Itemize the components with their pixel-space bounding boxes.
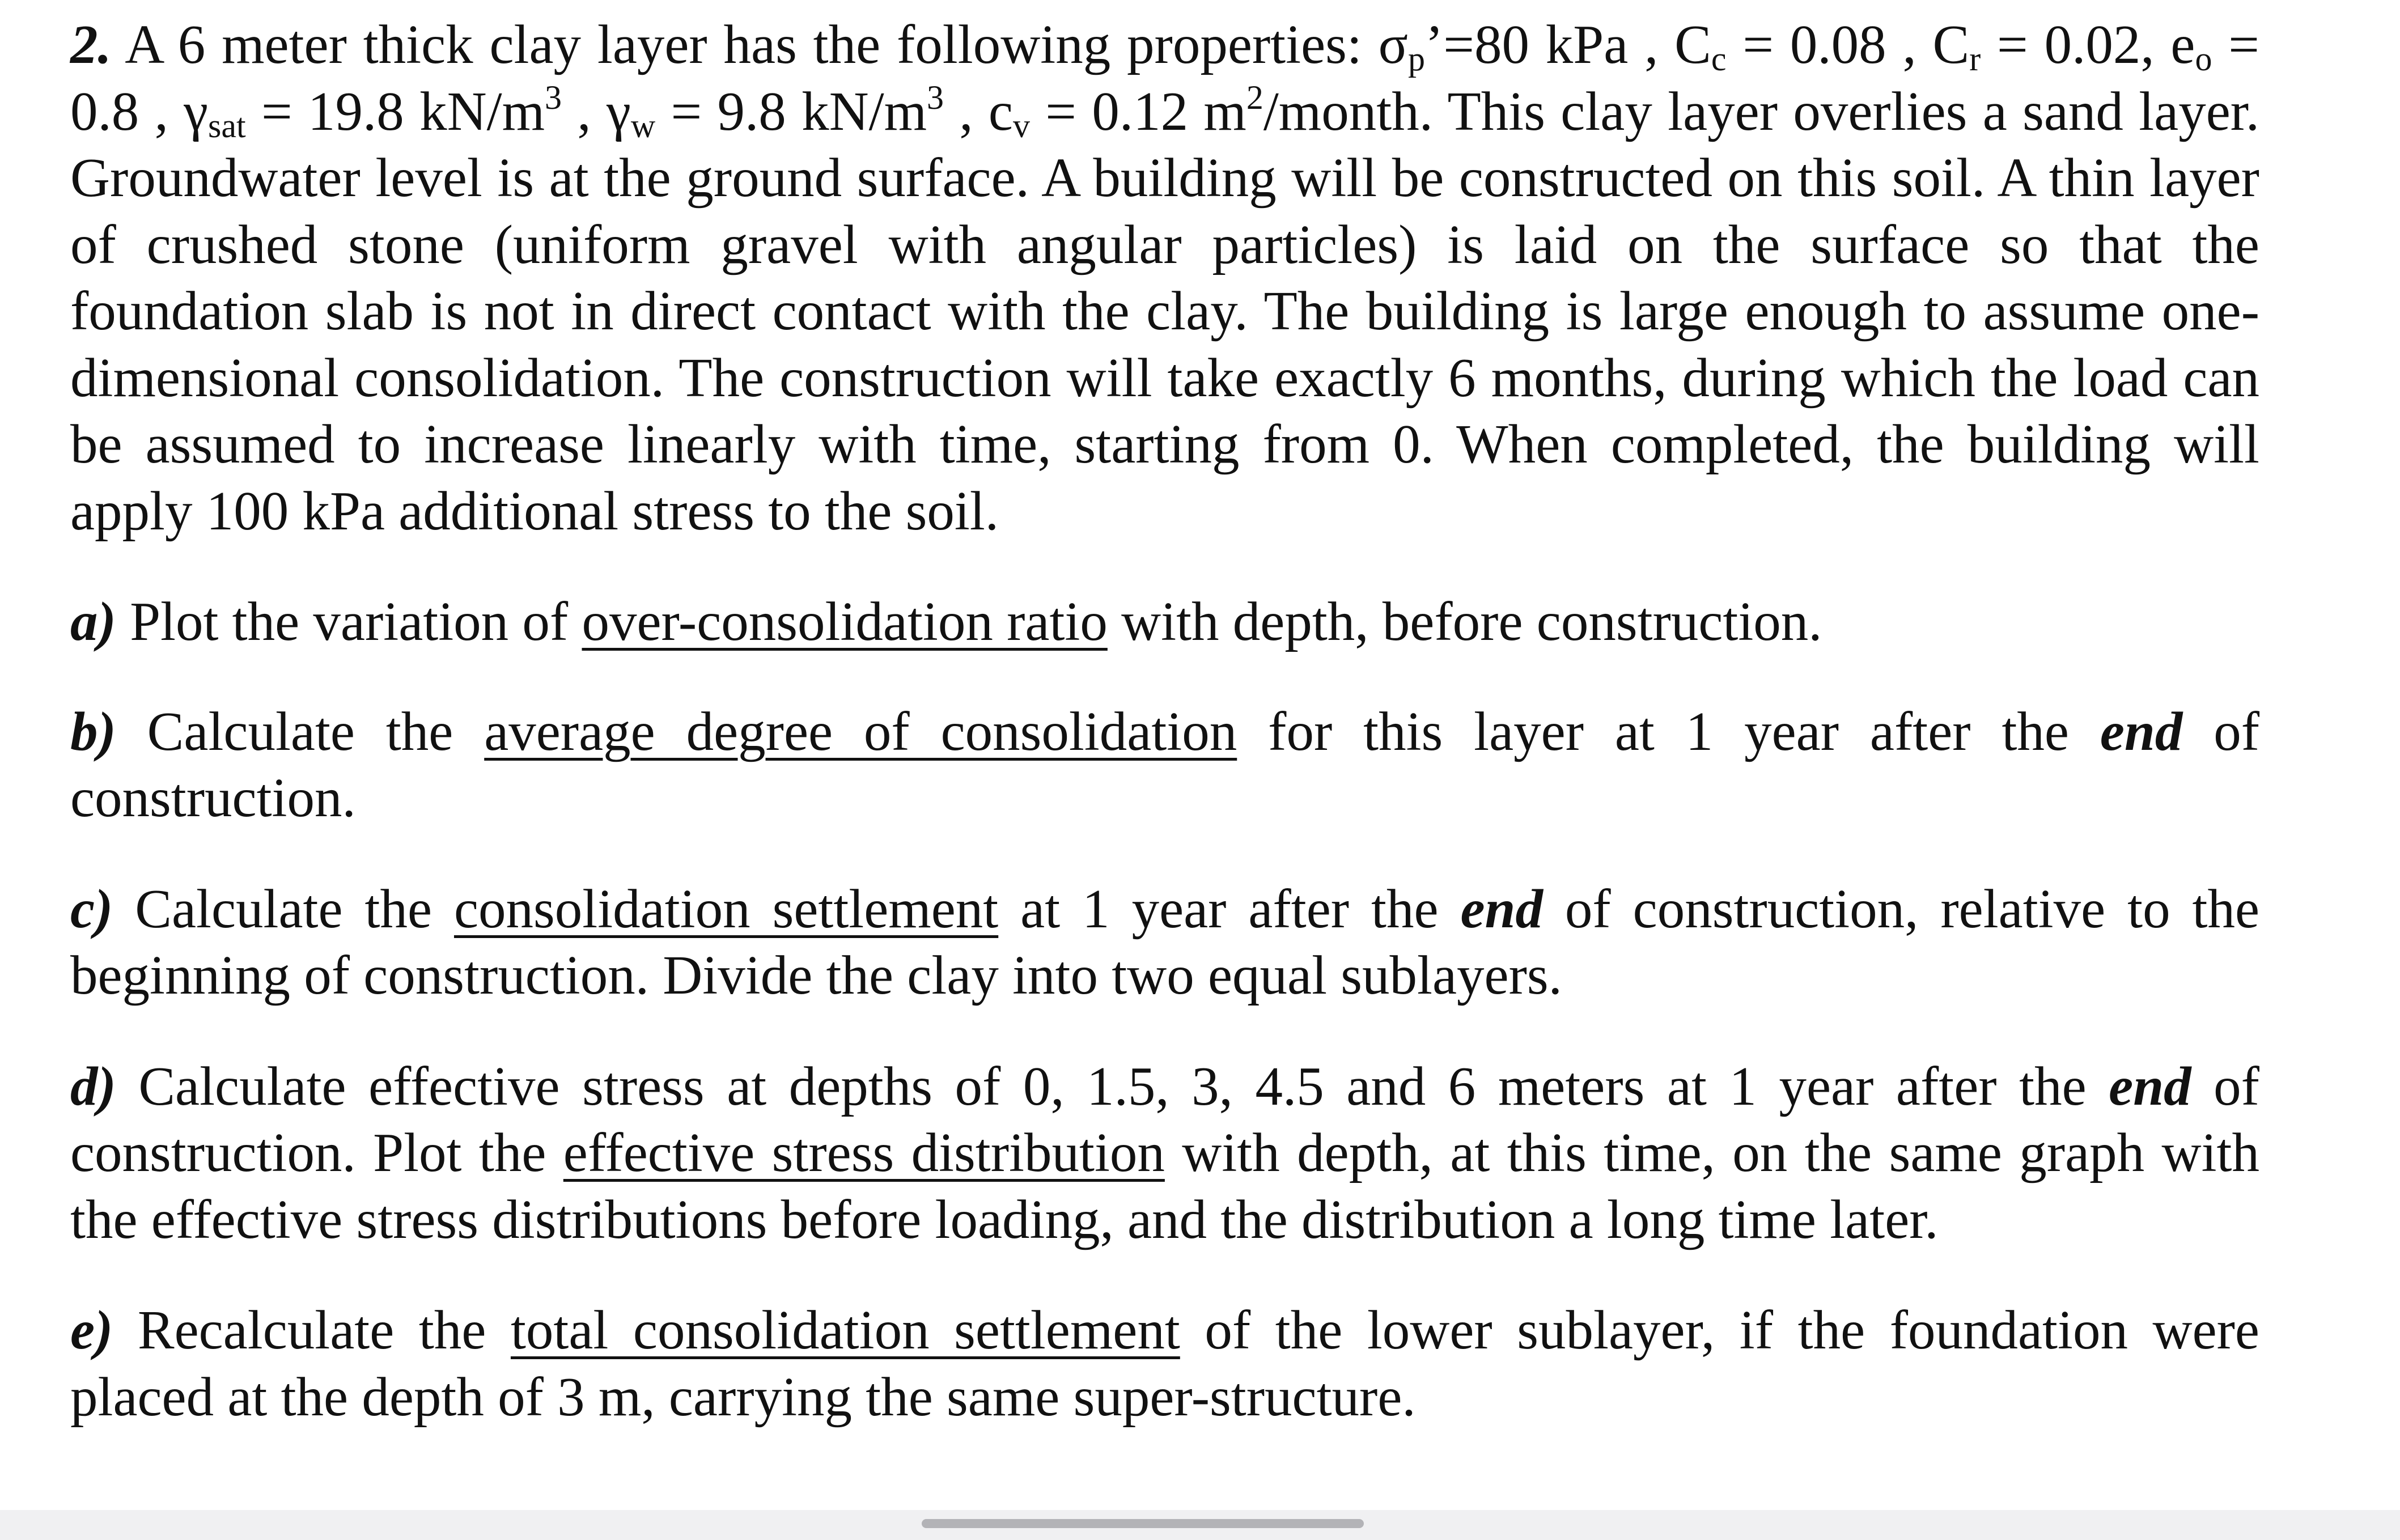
part-b: b) Calculate the average degree of consolidation for this layer at 1 year after the end of construction. <box>70 701 2260 828</box>
problem-statement: 2. A 6 meter thick clay layer has the following properties: $\sigma_p’=80$ kPa , $C_c = 0.08$ , $C_r = 0.02$, $e_o = 0.8$ , $\gamma_{sat} = 19.8$ $kN/m^3$ , $\gamma_w = 9.8$ $kN/m^3$ , $c_v = 0.12$ $m^2$/month. This clay layer overlies a sand layer. Groundwater level is at the ground surface. A building will be constructed on this soil. A thin layer of crushed stone (uniform gravel with angular particles) is laid on the surface so that the foundation slab is not in direct contact with the clay. The building is large enough to assume one-dimensional consolidation. The construction will take exactly 6 months, during which the load can be assumed to increase linearly with time, starting from 0. When completed, the building will apply 100 kPa additional stress to the soil. <box>70 14 2259 541</box>
part-c-key-term: consolidation settlement <box>453 878 999 939</box>
part-c: c) Calculate the consolidation settlement at 1 year after the end of construction, relative to the beginning of construction. Divide the clay into two equal sublayers. <box>70 878 2260 1006</box>
part-c-label: c) <box>70 878 113 939</box>
part-a: a) Plot the variation of over-consolidation ratio with depth, before construction. <box>70 591 1822 652</box>
part-b-label: b) <box>70 701 116 762</box>
part-e-key-term: total consolidation settlement <box>510 1300 1180 1360</box>
part-b-key-term: average degree of consolidation <box>484 701 1237 762</box>
part-d-label: d) <box>70 1055 116 1117</box>
part-d: d) Calculate effective stress at depths of 0, 1.5, 3, 4.5 and 6 meters at 1 year after the end of construction. Plot the effective stress distribution with depth, at this time, on the same graph with the effective stress distributions before loading, and the distribution a long time later. <box>70 1055 2259 1250</box>
part-a-label: a) <box>70 591 116 652</box>
part-d-key-term: effective stress distribution <box>563 1122 1165 1183</box>
part-e-label: e) <box>70 1300 113 1360</box>
document-page <box>70 11 2259 1430</box>
part-a-key-term: over-consolidation ratio <box>582 591 1108 652</box>
problem-number: 2. <box>70 14 112 75</box>
part-e: e) Recalculate the total consolidation settlement of the lower sublayer, if the foundation were placed at the depth of 3 m, carrying the same super-structure. <box>70 1300 2259 1427</box>
home-indicator-bar[interactable] <box>922 1519 1364 1528</box>
